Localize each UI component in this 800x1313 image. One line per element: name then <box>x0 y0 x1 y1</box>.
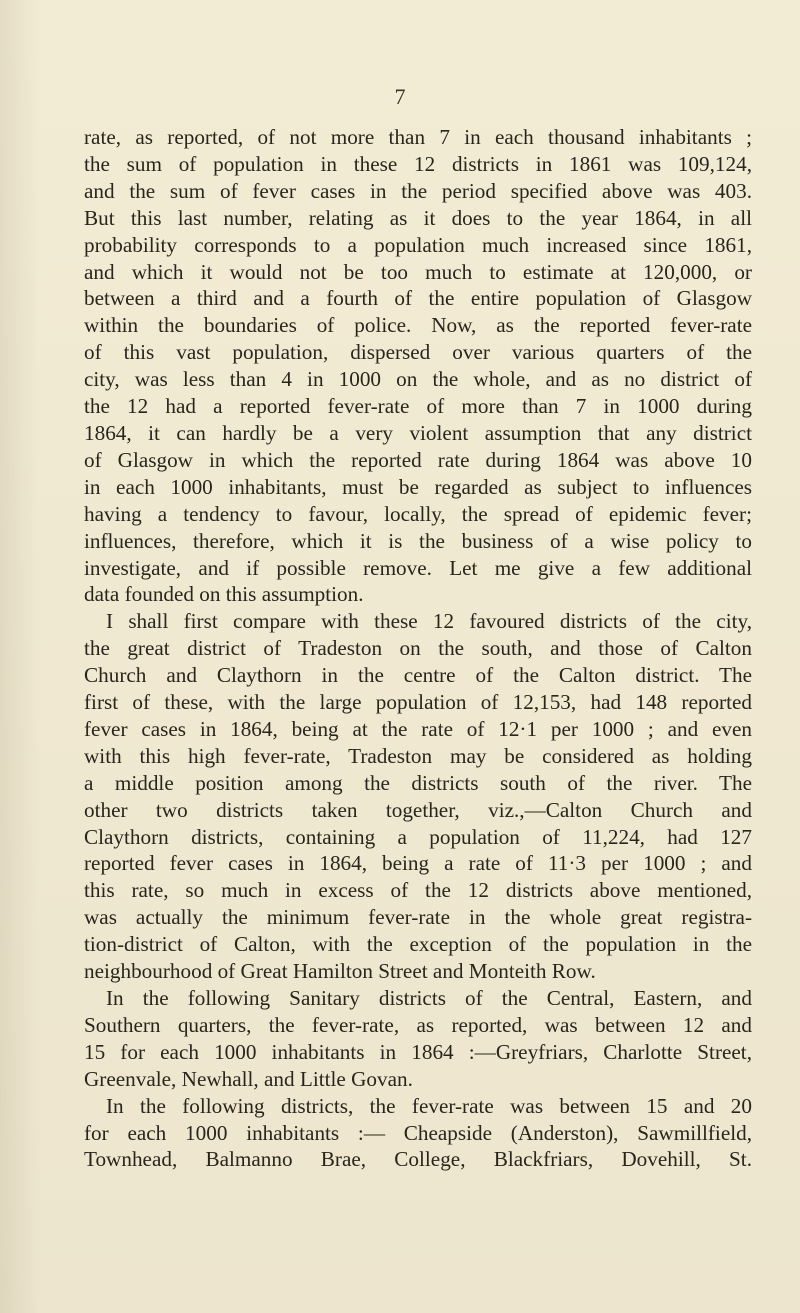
text-line: probability corresponds to a population much increased since 1861, <box>84 232 752 257</box>
text-line: the great district of Tradeston on the south, and those of Calton <box>84 636 752 661</box>
text-line: with this high fever-rate, Tradeston may be considered as holding <box>84 743 752 768</box>
text-line: the sum of population in these 12 districts in 1861 was 109,124, <box>84 151 752 176</box>
text-line: and the sum of fever cases in the period specified above was 403. <box>84 178 752 203</box>
text-line: tion-district of Calton, with the exception of the population in the <box>84 932 752 957</box>
text-line: was actually the minimum fever-rate in the whole great registra- <box>84 905 752 930</box>
text-line: influences, therefore, which it is the business of a wise policy to <box>84 528 752 553</box>
text-line: neighbourhood of Great Hamilton Street and Monteith Row. <box>84 959 596 984</box>
text-line: city, was less than 4 in 1000 on the whole, and as no district of <box>84 367 752 392</box>
text-line: reported fever cases in 1864, being a rate of 11·3 per 1000 ; and <box>84 851 752 876</box>
text-line: first of these, with the large population of 12,153, had 148 reported <box>84 690 752 715</box>
body-text <box>84 124 752 1173</box>
text-line: Townhead, Balmanno Brae, College, Blackfriars, Dovehill, St. <box>84 1147 752 1172</box>
text-line: for each 1000 inhabitants :— Cheapside (Anderston), Sawmillfield, <box>84 1120 752 1145</box>
text-line: Claythorn districts, containing a population of 11,224, had 127 <box>84 824 752 849</box>
text-line: In the following Sanitary districts of the Central, Eastern, and <box>106 986 752 1010</box>
paragraph-1 <box>84 124 752 608</box>
text-line: a middle position among the districts south of the river. The <box>84 770 752 795</box>
text-line: investigate, and if possible remove. Let me give a few additional <box>84 555 752 580</box>
text-line: having a tendency to favour, locally, the spread of epidemic fever; <box>84 501 752 526</box>
paragraph-2 <box>84 608 752 985</box>
text-line: rate, as reported, of not more than 7 in each thousand inhabitants ; <box>84 125 752 149</box>
text-line: Church and Claythorn in the centre of the Calton district. The <box>84 663 752 688</box>
paragraph-4 <box>84 1093 752 1174</box>
paragraph-3 <box>84 985 752 1093</box>
text-line: 1864, it can hardly be a very violent assumption that any district <box>84 420 752 445</box>
text-line: data founded on this assumption. <box>84 582 364 607</box>
text-line: Southern quarters, the fever-rate, as reported, was between 12 and <box>84 1012 752 1037</box>
text-line: fever cases in 1864, being at the rate of 12·1 per 1000 ; and even <box>84 716 752 741</box>
text-line: But this last number, relating as it does to the year 1864, in all <box>84 205 752 230</box>
text-line: the 12 had a reported fever-rate of more than 7 in 1000 during <box>84 394 752 419</box>
text-line: other two districts taken together, viz.,—Calton Church and <box>84 797 752 822</box>
text-line: this rate, so much in excess of the 12 districts above mentioned, <box>84 878 752 903</box>
text-line: In the following districts, the fever-rate was between 15 and 20 <box>106 1093 752 1118</box>
text-line: in each 1000 inhabitants, must be regarded as subject to influences <box>84 474 752 499</box>
text-line: within the boundaries of police. Now, as the reported fever-rate <box>84 313 752 338</box>
text-line: of this vast population, dispersed over various quarters of the <box>84 340 752 365</box>
text-line: Greenvale, Newhall, and Little Govan. <box>84 1066 413 1091</box>
text-line: between a third and a fourth of the entire population of Glasgow <box>84 286 752 311</box>
text-line: 15 for each 1000 inhabitants in 1864 :—Greyfriars, Charlotte Street, <box>84 1039 752 1064</box>
text-line: and which it would not be too much to estimate at 120,000, or <box>84 259 752 284</box>
page-number: 7 <box>394 84 406 109</box>
text-line: of Glasgow in which the reported rate during 1864 was above 10 <box>84 447 752 472</box>
text-line: I shall first compare with these 12 favoured districts of the city, <box>106 609 752 634</box>
